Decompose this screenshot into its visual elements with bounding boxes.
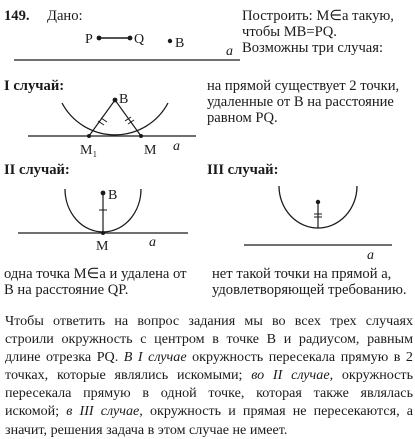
case2-desc-2: B на расстояние QP. <box>4 282 129 298</box>
case1-point-m1 <box>87 134 91 138</box>
case2-desc-1: одна точка M∈a и удалена от <box>4 266 187 282</box>
conclusion-paragraph <box>5 312 413 439</box>
task-line-2: чтобы MB=PQ. <box>242 24 337 40</box>
case2-label-a: a <box>149 235 156 250</box>
case3-ref: в III случае, <box>66 403 143 420</box>
label-p: P <box>85 32 93 47</box>
case1-label-a: a <box>173 139 180 154</box>
case1-radius-1 <box>89 100 115 136</box>
case3-title: III случай: <box>207 162 279 178</box>
case3-desc-2: удовлетворяющей требованию. <box>212 282 407 298</box>
problem-number: 149. <box>4 8 30 24</box>
case1-desc-1: на прямой существует 2 точки, <box>207 78 400 94</box>
point-q <box>128 36 133 41</box>
task-line-1: Построить: M∈a такую, <box>242 8 394 24</box>
case3-figure <box>244 186 392 263</box>
case2-label-m: M <box>96 239 109 254</box>
case1-arc <box>62 103 168 135</box>
case3-label-a: a <box>367 248 374 263</box>
case2-label-b: B <box>108 188 118 203</box>
point-p <box>97 36 102 41</box>
task-line-3: Возможны три случая: <box>242 40 384 56</box>
case1-label-m1: M₁ <box>80 143 98 158</box>
conclusion-part-3: окружность пересекала прямую в одной точке, которая также являлась искомой; <box>5 367 413 420</box>
case1-label-m: M <box>144 143 157 158</box>
label-b: B <box>175 36 185 51</box>
case1-desc-3: равном PQ. <box>207 110 278 126</box>
case2-point-b <box>101 191 106 196</box>
case1-figure <box>28 92 196 158</box>
case1-point-b <box>113 98 118 103</box>
case1-title: I случай: <box>4 78 65 94</box>
label-q: Q <box>134 32 145 47</box>
case2-point-m <box>101 231 105 235</box>
case3-point-b <box>316 200 320 204</box>
given-label: Дано: <box>47 8 83 24</box>
conclusion-part-2: окружность пересекала прямую в 2 точках, которые являлись искомыми; <box>5 349 413 384</box>
label-a: a <box>226 44 233 59</box>
case3-desc-1: нет такой точки на прямой a, <box>212 266 392 282</box>
case1-desc-2: удаленные от B на расстояние <box>207 94 394 110</box>
case1-label-b: B <box>119 92 129 107</box>
case2-ref: во II случае, <box>251 367 334 384</box>
given-figure <box>14 32 240 60</box>
case1-point-m <box>139 134 143 138</box>
point-b <box>168 39 172 43</box>
case2-title: II случай: <box>4 162 70 178</box>
case2-figure <box>18 188 188 254</box>
conclusion-part-4: окружность и прямая не пересекаются, а значит, решения задача в этом случае не имеет. <box>5 403 414 438</box>
conclusion-part-1: Чтобы ответить на вопрос задания мы во всех трех случаях строили окружность с центром в точке B и радиусом, равным длине отрезка PQ. <box>5 313 413 366</box>
case1-ref: В I случае <box>123 349 187 366</box>
